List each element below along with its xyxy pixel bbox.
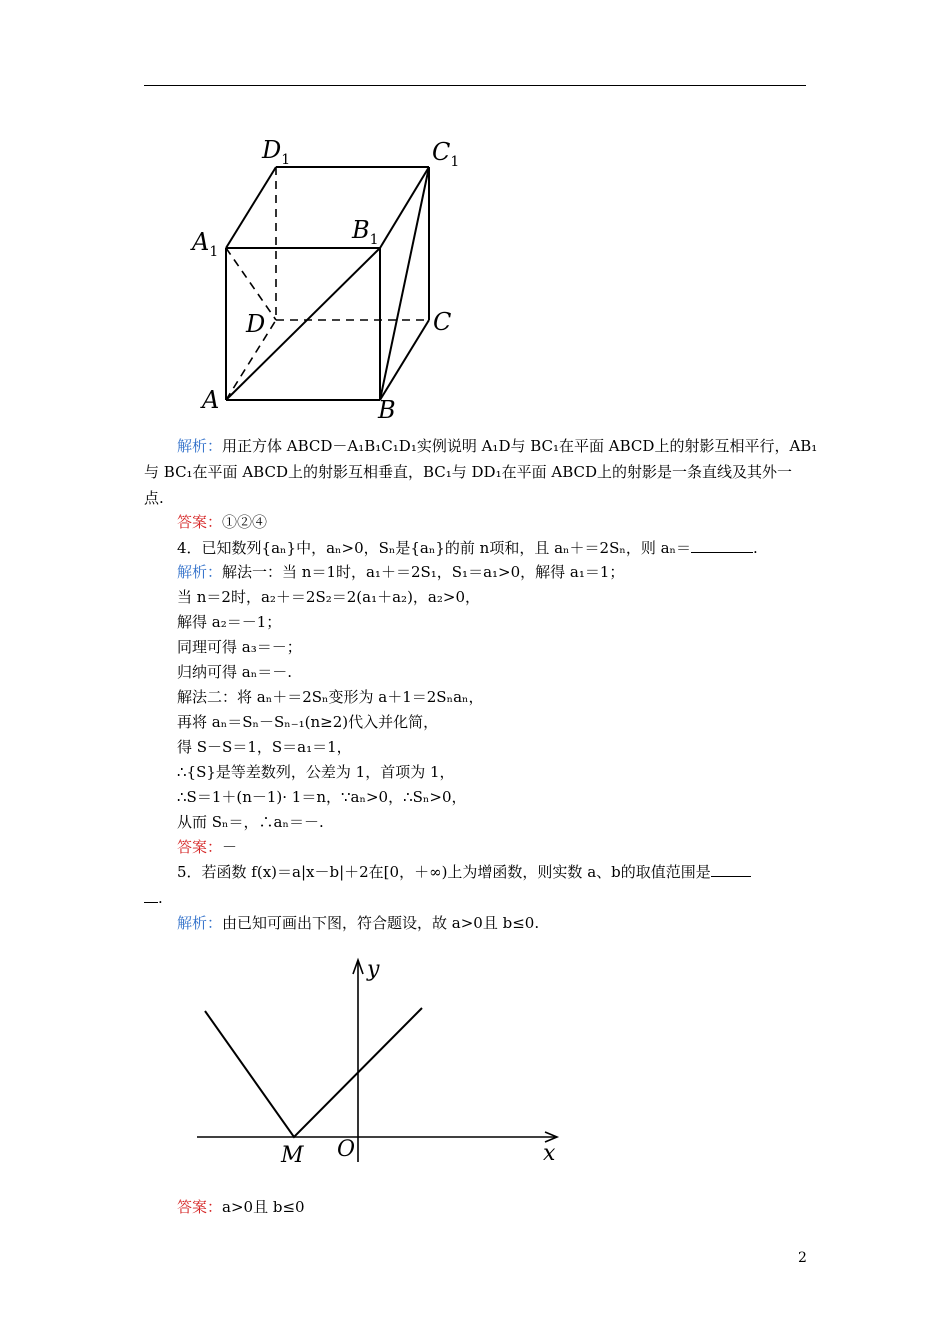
solution-4-line4: 同理可得 a₃＝－； <box>177 638 302 656</box>
question-5-line1 <box>177 862 751 882</box>
solution-4-line10: ∴S＝1＋(n－1)· 1＝n，∵aₙ>0，∴Sₙ>0， <box>177 788 467 806</box>
label-C: C <box>433 308 452 336</box>
edge-BC <box>380 320 429 400</box>
solution-3-line3: 点. <box>144 489 164 507</box>
question-5-line2 <box>144 888 163 908</box>
edge-A1D1 <box>226 167 276 248</box>
solution-4-line11: 从而 Sₙ＝，∴aₙ＝－. <box>177 813 324 831</box>
answer-label: 答案： <box>177 1198 223 1216</box>
solution-text: 用正方体 ABCD－A₁B₁C₁D₁实例说明 A₁D与 BC₁在平面 ABCD上的射影互相平行，AB₁ <box>222 437 818 455</box>
solution-4-line7: 再将 aₙ＝Sₙ－Sₙ₋₁(n≥2)代入并化简， <box>177 713 439 731</box>
solution-3-line2: 与 BC₁在平面 ABCD上的射影互相垂直，BC₁与 DD₁在平面 ABCD上的射影是一条直线及其外一 <box>144 463 792 481</box>
label-C1: $C_1$ <box>432 138 460 170</box>
solution-4-line1 <box>177 562 624 582</box>
label-A1: $A_1$ <box>192 228 219 260</box>
answer-label: 答案： <box>177 513 223 531</box>
label-x: x <box>543 1141 556 1166</box>
v-graph-line <box>205 1008 422 1137</box>
answer-blank <box>691 540 753 553</box>
edge-B1C1 <box>380 167 429 248</box>
label-B: B <box>378 396 396 424</box>
question-text: 4．已知数列{aₙ}中，aₙ>0，Sₙ是{aₙ}的前 n项和，且 aₙ＋＝2Sₙ，则 aₙ＝ <box>177 539 692 557</box>
solution-text: 由已知可画出下图，符合题设，故 a>0且 b≤0. <box>222 914 540 932</box>
question-4 <box>177 538 758 558</box>
solution-label: 解析： <box>177 563 223 581</box>
answer-3 <box>177 512 267 532</box>
absolute-value-graph <box>185 950 575 1180</box>
solution-4-line3: 解得 a₂＝－1； <box>177 613 282 631</box>
answer-blank <box>711 864 751 877</box>
answer-blank-continued <box>144 890 158 903</box>
answer-5 <box>177 1197 305 1217</box>
answer-label: 答案： <box>177 838 223 856</box>
solution-4-line5: 归纳可得 aₙ＝－. <box>177 663 292 681</box>
question-end: . <box>753 539 758 557</box>
label-A: A <box>202 386 220 414</box>
diag-BC1 <box>380 167 429 400</box>
solution-text: 解法一：当 n＝1时，a₁＋＝2S₁，S₁＝a₁>0，解得 a₁＝1； <box>222 563 625 581</box>
label-M: M <box>281 1143 304 1168</box>
cube-figure <box>180 130 480 430</box>
solution-5-line1 <box>177 913 539 933</box>
solution-label: 解析： <box>177 914 223 932</box>
answer-4 <box>177 837 237 857</box>
solution-3-line1 <box>177 436 817 456</box>
page-number: 2 <box>798 1250 807 1266</box>
label-y: y <box>367 957 380 982</box>
label-B1: $B_1$ <box>352 216 379 248</box>
label-O: O <box>337 1137 356 1162</box>
header-rule <box>144 85 806 86</box>
question-text: 5．若函数 f(x)＝a|x－b|＋2在[0，＋∞)上为增函数，则实数 a、b的取值范围是 <box>177 863 711 881</box>
solution-label: 解析： <box>177 437 223 455</box>
solution-4-line2: 当 n＝2时，a₂＋＝2S₂＝2(a₁＋a₂)，a₂>0， <box>177 588 480 606</box>
solution-4-line9: ∴{S}是等差数列，公差为 1，首项为 1， <box>177 763 455 781</box>
solution-4-line6: 解法二：将 aₙ＋＝2Sₙ变形为 a＋1＝2Sₙaₙ， <box>177 688 484 706</box>
answer-text: － <box>222 838 238 856</box>
label-D: D <box>246 310 266 338</box>
answer-text: a>0且 b≤0 <box>222 1198 305 1216</box>
question-end: . <box>158 889 163 907</box>
label-D1: $D_1$ <box>262 136 291 168</box>
solution-4-line8: 得 S－S＝1，S＝a₁＝1， <box>177 738 352 756</box>
answer-text: ①②④ <box>222 513 268 531</box>
